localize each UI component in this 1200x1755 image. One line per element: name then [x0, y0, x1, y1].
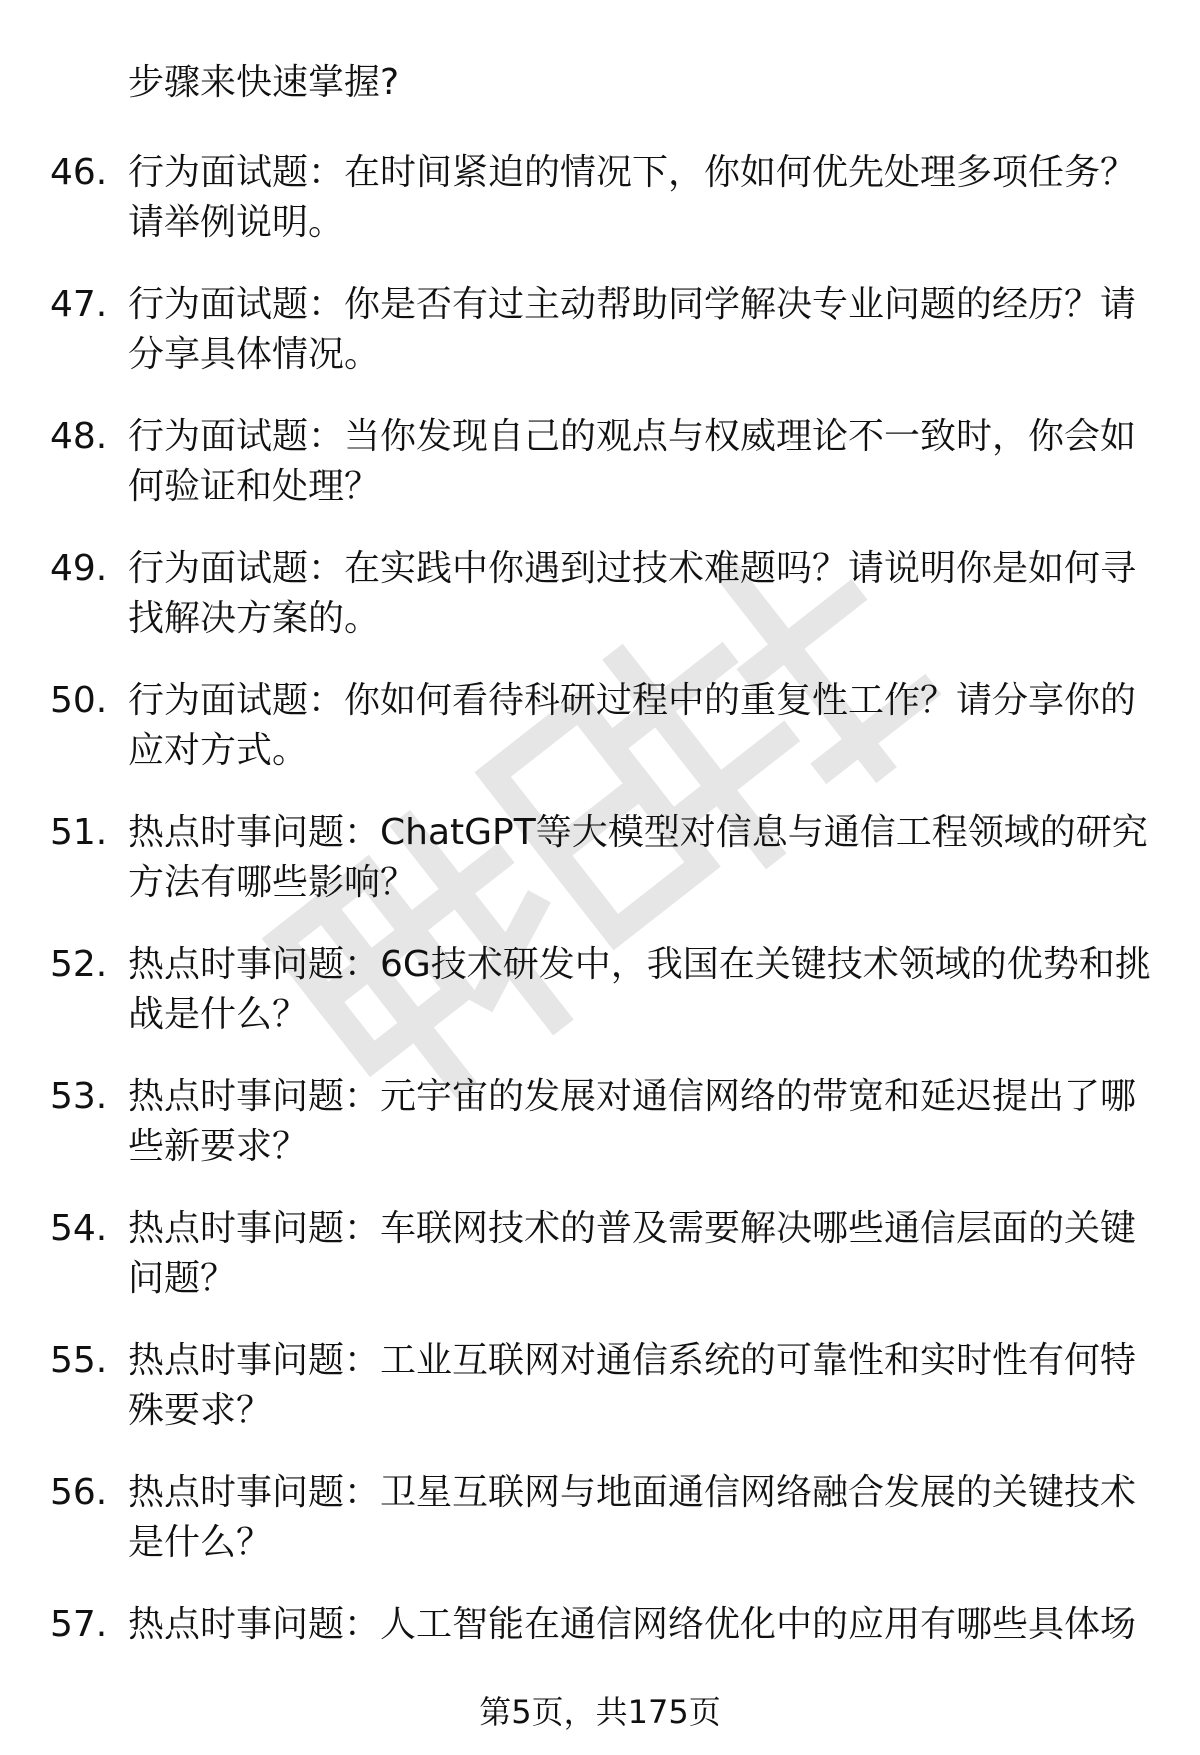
question-line: 些新要求？	[128, 1126, 309, 1167]
question-line: 热点时事问题：卫星互联网与地面通信网络融合发展的关键技术	[128, 1472, 1137, 1513]
list-item	[0, 932, 1200, 1064]
question-number: 50.	[50, 680, 108, 721]
question-line: 战是什么？	[128, 994, 309, 1035]
question-number: 47.	[50, 284, 108, 325]
question-text	[128, 412, 1148, 512]
question-line: 行为面试题：你是否有过主动帮助同学解决专业问题的经历？请	[128, 284, 1137, 325]
list-item	[0, 536, 1200, 668]
question-text	[128, 544, 1148, 644]
question-line: 殊要求？	[128, 1390, 273, 1431]
question-line: 热点时事问题：6G技术研发中，我国在关键技术领域的优势和挑	[128, 944, 1151, 985]
question-number: 49.	[50, 548, 108, 589]
list-item	[0, 272, 1200, 404]
list-item	[0, 1196, 1200, 1328]
question-line: 热点时事问题：工业互联网对通信系统的可靠性和实时性有何特	[128, 1340, 1137, 1381]
question-line: 问题？	[128, 1258, 237, 1299]
question-line: 热点时事问题：车联网技术的普及需要解决哪些通信层面的关键	[128, 1208, 1137, 1249]
question-list	[0, 140, 1200, 1724]
question-line: 行为面试题：你如何看待科研过程中的重复性工作？请分享你的	[128, 680, 1137, 721]
list-item	[0, 800, 1200, 932]
list-item	[0, 1328, 1200, 1460]
list-item	[0, 404, 1200, 536]
question-line: 行为面试题：当你发现自己的观点与权威理论不一致时，你会如	[128, 416, 1137, 457]
question-number: 56.	[50, 1472, 108, 1513]
question-text	[128, 808, 1148, 908]
question-number: 57.	[50, 1604, 108, 1645]
question-line: 是什么？	[128, 1522, 273, 1563]
question-text	[128, 1600, 1148, 1650]
list-item	[0, 668, 1200, 800]
question-line: 何验证和处理？	[128, 466, 381, 507]
question-number: 53.	[50, 1076, 108, 1117]
question-line: 热点时事问题：元宇宙的发展对通信网络的带宽和延迟提出了哪	[128, 1076, 1137, 1117]
page-number: 第5页，共175页	[479, 1693, 721, 1731]
question-number: 55.	[50, 1340, 108, 1381]
question-line: 热点时事问题：ChatGPT等大模型对信息与通信工程领域的研究	[128, 812, 1148, 853]
question-number: 46.	[50, 152, 108, 193]
list-item	[0, 1460, 1200, 1592]
question-line: 热点时事问题：人工智能在通信网络优化中的应用有哪些具体场	[128, 1604, 1137, 1645]
question-number: 54.	[50, 1208, 108, 1249]
question-text	[128, 1072, 1148, 1172]
question-line: 应对方式。	[128, 730, 309, 771]
question-line: 方法有哪些影响？	[128, 862, 417, 903]
continued-question-text	[128, 58, 1148, 108]
question-text	[128, 280, 1148, 380]
question-line: 找解决方案的。	[128, 598, 381, 639]
question-number: 51.	[50, 812, 108, 853]
question-text	[128, 676, 1148, 776]
question-text	[128, 1336, 1148, 1436]
list-item	[0, 1064, 1200, 1196]
question-number: 52.	[50, 944, 108, 985]
question-line: 行为面试题：在时间紧迫的情况下，你如何优先处理多项任务？	[128, 152, 1137, 193]
question-number: 48.	[50, 416, 108, 457]
question-text	[128, 940, 1151, 1040]
question-text	[128, 148, 1148, 248]
question-text	[128, 1468, 1148, 1568]
continued-line: 步骤来快速掌握?	[128, 62, 400, 103]
question-line: 请举例说明。	[128, 202, 345, 243]
question-text	[128, 1204, 1148, 1304]
question-line: 行为面试题：在实践中你遇到过技术难题吗？请说明你是如何寻	[128, 548, 1137, 589]
list-item	[0, 140, 1200, 272]
question-line: 分享具体情况。	[128, 334, 381, 375]
